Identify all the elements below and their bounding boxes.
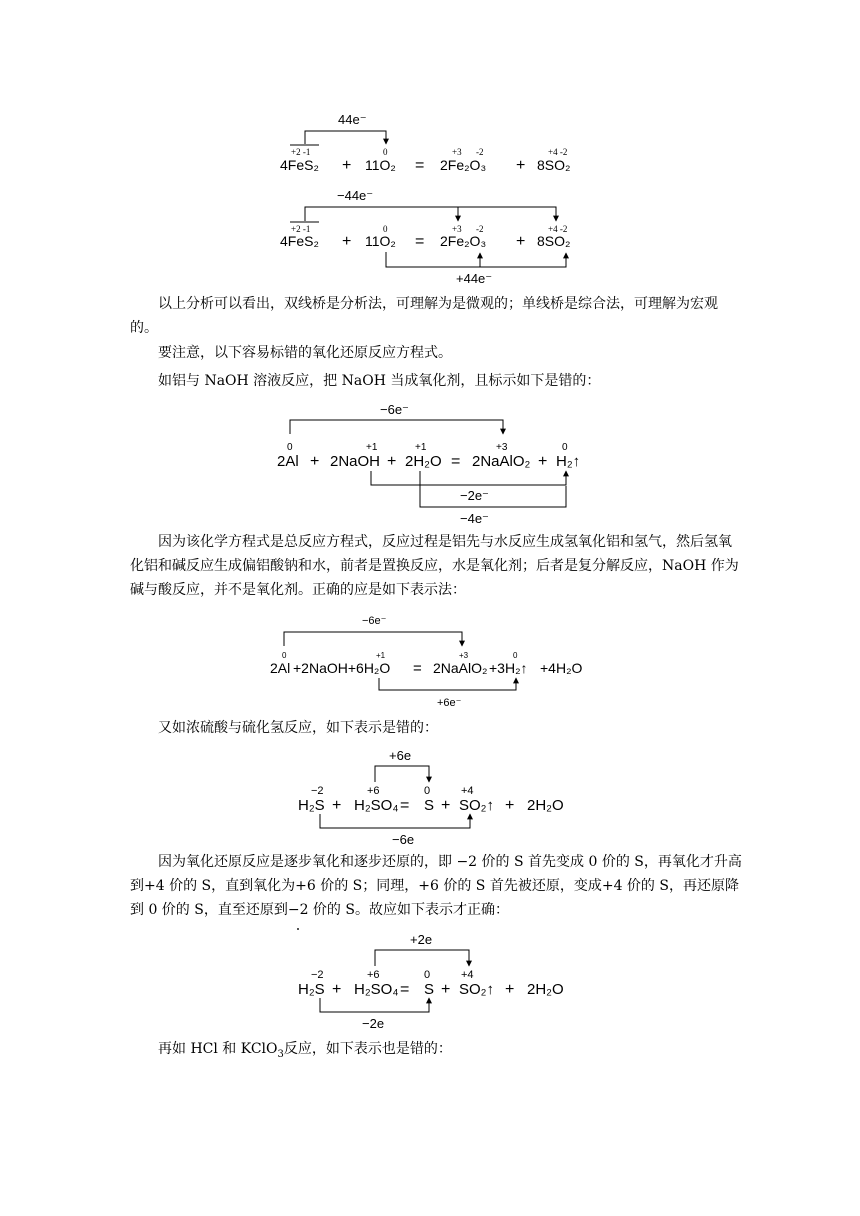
equals-sign: = [400,981,410,998]
hcl-kclo3-text-a: 再如 HCl 和 KClO [158,1041,278,1057]
plus-sign: + [441,797,451,814]
plus-sign: + [332,797,342,814]
paragraph-al-naoh-wrong: 如铝与 NaOH 溶液反应，把 NaOH 当成氧化剂，且标示如下是错的： [158,373,601,389]
electron-gain-label: +2e [410,932,433,947]
subscript-3: 3 [277,1048,284,1060]
formula-h2s: H₂S [298,797,325,814]
bottom-bridge-line [379,678,516,690]
formula-h2: +3H₂↑ [489,660,528,676]
ox-state-h2: 0 [562,442,568,453]
formula-h2o: 2H₂O [527,797,564,814]
plus-sign: + [342,157,352,174]
equals-sign: = [415,233,425,250]
ox-state-so2: +4 [461,969,474,981]
electron-gain-label: +6e⁻ [437,697,462,709]
formula-h2so4: H₂SO₄ [354,797,399,814]
top-bridge-line [375,950,469,966]
formula-fes2: 4FeS₂ [280,233,319,249]
electron-gain-label-naoh: −2e⁻ [460,488,489,503]
electron-gain-label: −6e [392,832,415,847]
formula-naoh-h2o: +2NaOH+6H₂O [293,660,391,676]
ox-state-fe: +3 [452,147,462,157]
formula-so2: 8SO₂ [537,157,571,173]
electron-loss-label: −6e⁻ [362,615,387,627]
plus-sign: + [310,453,320,470]
plus-sign: + [516,233,526,250]
ox-state-so2: +4 -2 [548,224,568,234]
formula-fe2o3: 2Fe₂O₃ [440,233,487,249]
equation-1-single-bridge [0,100,860,180]
equation-5-h2s-h2so4-wrong [0,742,860,852]
low-bridge-line [420,471,566,507]
formula-h2: H₂↑ [556,453,581,470]
ox-state-naalo2-al: +3 [459,651,469,660]
formula-h2o: 2H₂O [405,453,442,470]
plus-sign: + [505,981,515,998]
paragraph-stepwise-explanation: 因为氧化还原反应是逐步氧化和逐步还原的，即 −2 价的 S 首先变成 0 价的 S，再氧化才升高到+4 价的 S，直到氧化为+6 价的 S；同理，+6 价的 S 首先被还原，变成+4 价的 S，再还原降到 0 价的 S，直至还原到−2 价的 S。故应如下表示才正确： [130,854,742,918]
formula-so2: SO₂↑ [459,797,494,814]
ox-state-h2o-h: +1 [376,651,386,660]
equals-sign: = [451,453,461,470]
paragraph-note: 要注意，以下容易标错的氧化还原反应方程式。 [158,345,452,361]
top-bridge-line [290,420,503,434]
ox-state-h2so4: +6 [367,785,380,797]
formula-so2: 8SO₂ [537,233,571,249]
ox-state-h2so4: +6 [367,969,380,981]
formula-naalo2: 2NaAlO₂ [433,660,488,676]
formula-o2: 11O₂ [365,233,396,249]
ox-state-fes2: +2 -1 [291,224,311,234]
formula-water: +4H₂O [540,660,583,676]
ox-state-fes2: +2 -1 [291,147,311,157]
formula-h2s: H₂S [298,981,325,998]
equation-6-h2s-h2so4-correct [0,926,860,1036]
ox-state-h2: 0 [513,651,518,660]
electron-loss-label: −6e⁻ [380,402,409,417]
bottom-bridge-line [320,998,429,1012]
ox-state-o: -2 [476,224,484,234]
paragraph-analysis: 以上分析可以看出，双线桥是分析法，可理解为是微观的；单线桥是综合法，可理解为宏观的。 [130,296,718,336]
formula-h2o: 2H₂O [527,981,564,998]
formula-o2: 11O₂ [365,157,396,173]
ox-state-so2: +4 [461,785,474,797]
electron-loss-label: −2e [362,1016,385,1031]
formula-s: S [424,981,435,998]
paragraph-explanation-al: 因为该化学方程式是总反应方程式，反应过程是铝先与水反应生成氢氧化铝和氢气，然后氢氧化铝和碱反应生成偏铝酸钠和水，前者是置换反应，水是氧化剂；后者是复分解反应，NaOH 作为碱与酸反应，并不是氧化剂。正确的应是如下表示法： [130,534,739,598]
ox-state-al: 0 [282,651,287,660]
ox-state-s: 0 [424,969,431,981]
plus-sign: + [387,453,397,470]
ox-state-naoh-h: +1 [366,442,378,453]
plus-sign: + [505,797,515,814]
formula-so2: SO₂↑ [459,981,494,998]
electron-gain-label-h2o: −4e⁻ [460,511,489,526]
formula-naoh: 2NaOH [330,453,381,470]
ox-state-o: -2 [476,147,484,157]
ox-state-s: 0 [424,785,431,797]
top-bridge-line [375,766,429,782]
plus-sign: + [441,981,451,998]
formula-s: S [424,797,435,814]
electron-loss-label: +6e [389,748,412,763]
equals-sign: = [415,157,425,174]
ox-state-fe: +3 [452,224,462,234]
formula-h2so4: H₂SO₄ [354,981,399,998]
ox-state-o2: 0 [383,224,388,234]
electron-transfer-label: 44e⁻ [338,112,367,127]
bridge-line [305,131,386,144]
plus-sign: + [342,233,352,250]
plus-sign: + [516,157,526,174]
paragraph-hcl-kclo3 [130,1037,742,1061]
top-bridge-line [284,632,462,646]
formula-naalo2: 2NaAlO₂ [472,453,531,470]
ox-state-so2: +4 -2 [548,147,568,157]
ox-state-h2s: −2 [311,969,324,981]
electron-loss-label: −44e⁻ [337,188,374,203]
plus-sign: + [332,981,342,998]
ox-state-al: 0 [287,442,293,453]
equation-2-double-bridge [0,180,860,290]
equation-3-al-naoh-wrong [0,396,860,531]
upper-bridge-line [305,207,556,221]
ox-state-o2: 0 [383,147,388,157]
formula-al: 2Al [277,453,299,470]
equals-sign: = [400,797,410,814]
ox-state-h2o-h: +1 [415,442,427,453]
equals-sign: = [413,660,422,677]
ox-state-naalo2-al: +3 [496,442,508,453]
equation-4-al-naoh-correct [0,610,860,710]
mid-bridge-line [371,471,566,485]
electron-gain-label: +44e⁻ [456,271,493,286]
bottom-bridge-line [320,814,470,828]
formula-al: 2Al [270,660,291,676]
hcl-kclo3-text-b: 反应，如下表示也是错的： [283,1041,452,1057]
formula-fe2o3: 2Fe₂O₃ [440,157,487,173]
plus-sign: + [538,453,548,470]
lower-bridge-line [386,252,566,267]
formula-fes2: 4FeS₂ [280,157,319,173]
paragraph-h2so4-wrong: 又如浓硫酸与硫化氢反应，如下表示是错的： [158,720,438,736]
ox-state-h2s: −2 [311,785,324,797]
